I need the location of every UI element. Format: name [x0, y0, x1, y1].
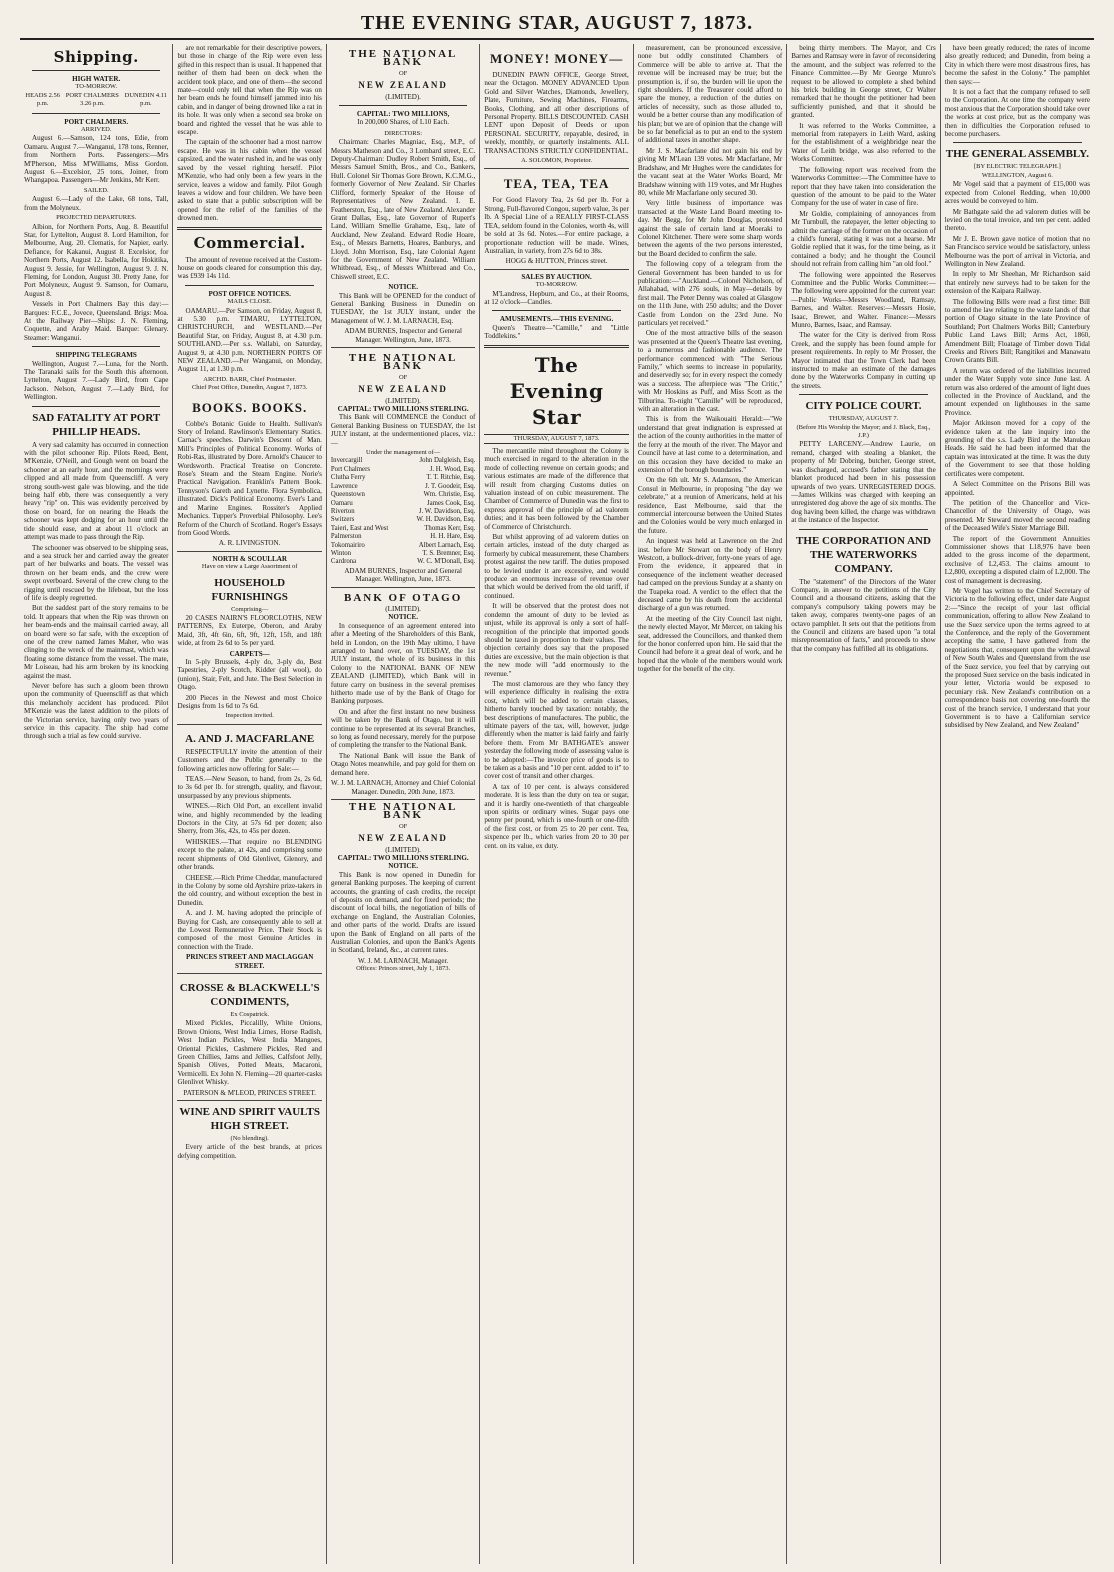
notice-signature: ADAM BURNES, Inspector and General Manager. Wellington, June, 1873.: [344, 327, 462, 344]
crosse-signature: PATERSON & M'LEOD, PRINCES STREET.: [183, 1088, 316, 1097]
agent-place: Port Chalmers: [330, 465, 370, 473]
bank-nz: NEW ZEALAND: [358, 384, 448, 395]
agent-manager: John Dalgleish, Esq.: [419, 457, 476, 465]
news-paragraph: Very little business of importance was transacted at the Waste Land Board meeting to-day. Mr Begg, for Mr John Douglas, protested against the sale of certain land at Moeraki to Colonel Kitchener. There were some sharp words between the agents of the two persons interested, but the Board decided to confirm the sale.: [637, 199, 783, 258]
directors-heading: DIRECTORS:: [384, 129, 423, 137]
port-heading: PORT CHALMERS.: [64, 117, 129, 126]
agent-row: [331, 466, 475, 474]
books-signature: A. R. LIVINGSTON.: [218, 539, 281, 548]
macfarlane-heading: A. AND J. MACFARLANE: [185, 732, 315, 745]
bank-capital: CAPITAL: TWO MILLIONS,: [356, 110, 450, 119]
bank-limited: (LIMITED).: [385, 396, 421, 405]
agents-signature: ADAM BURNES, Inspector and General Manager. Wellington, June, 1873.: [344, 566, 462, 584]
vessels-text: Vessels in Port Chalmers Bay this day:—Barques: F.C.E., Jovece, Queensland. Brigs: Moa. At the Railway Pier—Ships: J. N. Fleming, Coquette, and Araby Maid. Barque: Glenary. Steamer: Wanganui.: [24, 300, 169, 342]
agent-manager: W. C. M'Donall, Esq.: [417, 558, 476, 566]
fatality-paragraph: The schooner was observed to be shipping seas, and a sea struck her and carried away the greater part of her bulwarks and boats. The vessel was thrown on her beam ends, and the crew were swept overboard. Several of the crew clung to the rigging until rescued by the lifeboat, but the loss of life is deeply regretted.: [24, 543, 169, 602]
council-paragraph: The following were appointed the Reserves Committee and the Public Works Committee:—The following were appointed for the current year:—Public Works—Messrs Woodland, Ramsay, Barnes, and Walter. Reserves:—Messrs Hosie, Isaac, Brewer, and Walter. Finance:—Messrs Munro, Barnes, Isaac, and Ramsay.: [791, 270, 936, 329]
news-paragraph: Mr J. S. Macfarlane did not gain his end by giving Mr M'Lean 139 votes. Mr Macfarlane, Mr Bradshaw, and Mr Hughes were the candidates for the vacant seat at the Water Works Board, Mr Bradshaw winning with 119 votes, and Mr Hughes 80, while Mr Macfarlane only secured 30.: [637, 146, 783, 197]
agent-manager: T. T. Ritchie, Esq.: [426, 474, 476, 482]
assembly-heading: THE GENERAL ASSEMBLY.: [945, 148, 1089, 161]
article-continued: are not remarkable for their descriptive powers, but those in charge of the Rip were even less gifted in this respect than is usual. It happened that neither of them had been on deck when the accident took place, and one of them—the second mate—could only tell that when the Rip was on her beam ends he found himself jammed into his cabin, and in danger of being drowned like a rat in its hole. It was only when a second sea broke on board and righted the vessel that he was able to escape.: [177, 44, 322, 137]
leader-paragraph: The mercantile mind throughout the Colony is much exercised in regard to the alteration in the mode of collecting revenue on certain goods; and various estimates are made of the difference that will result from charging Customs duties on valuation instead of on cubic measurement. The Chamber of Commerce of Dunedin was the first to express approval of the principle of ad valorem duties; and it has been followed by the Chamber of Commerce of Christchurch.: [484, 446, 629, 531]
agent-manager: Albert Larnach, Esq.: [418, 541, 476, 549]
wine-sub: (No blending).: [230, 1135, 269, 1143]
assembly-paragraph: Mr J. E. Brown gave notice of motion that no San Francisco service would be satisfactory, unless Melbourne was the port of arrival in Victoria, and Wellington in New Zealand.: [944, 234, 1091, 268]
post-date: Chief Post Office, Dunedin, August 7, 1873.: [191, 384, 308, 392]
bank-limited: (LIMITED).: [385, 92, 421, 101]
agent-place: Palmerston: [330, 533, 362, 541]
assembly-sub: [BY ELECTRIC TELEGRAPH.]: [973, 163, 1061, 171]
tide-table: [24, 92, 168, 109]
sales-text: M'Landress, Hepburn, and Co., at their Rooms, at 12 o'clock—Candles.: [484, 289, 629, 306]
agent-row: [331, 525, 475, 533]
tea-ad: [484, 169, 628, 269]
sales-heading: SALES BY AUCTION.: [521, 272, 592, 281]
agent-manager: Wm. Christie, Esq.: [423, 491, 476, 499]
paper-title: The Evening Star: [509, 352, 604, 429]
books-list: Cobbe's Botanic Guide to Health. Sullivan's Story of Ireland. Rawlinson's Elementary Statics. Carnac's speeches. Darwin's Descent of Man. Mill's Principles of Political Economy. Works of Robi-Ras, illustrated by Dore. Arnold's Chaucer to Wordsworth. Practical Treatise on Concrete. Rose's Steam and the Steam Engine. Norie's Practical Navigation. Franklin's Pattern Book. Tennyson's Gareth and Lynette. Flora Symbolica, illustrated. Dick's Political Economy. Ever's Land and Marine Engines. Rossiter's Applied Mechanics. Tupper's Proverbial Philosophy. Lee's Reform of the Church of Scotland. Roger's Essays from Good Words.: [177, 419, 322, 537]
bank-of: OF: [398, 69, 408, 77]
otago-signature: W. J. M. LARNACH, Attorney and Chief Colonial Manager. Dunedin, 20th June, 1873.: [331, 779, 476, 796]
bank-shares: In 200,000 Shares, of L10 Each.: [357, 118, 450, 127]
macfarlane-teas: TEAS.—New Season, to hand, from 2s, 2s 6d, to 3s 6d per lb. for strength, quality, and flavour, unsurpassed by any previous shipments.: [177, 775, 322, 800]
telegrams-heading: SHIPPING TELEGRAMS: [55, 351, 137, 360]
agent-row: [331, 542, 475, 550]
news-paragraph: On the 6th ult. Mr S. Adamson, the American Consul in Melbourne, in proposing "the day we celebrate," at a reunion of Americans, held at his residence, East Melbourne, said that the commercial intercourse between the United States and the Colonies would be very much enlarged in the future.: [637, 476, 783, 535]
carpets-list: In 5-ply Brussels, 4-ply do, 3-ply do, Best Tapestries, 2-ply Scotch, Kidder (all wool), do (union), Stair, Felt, and Jute. The Best Selection in Otago.: [177, 657, 322, 692]
departures-text: Albion, for Northern Ports, Aug. 8. Beautiful Star, for Lyttelton, August 8. Lord Hamilton, for Melbourne, Aug. 20. Clematis, for Napier, early. Defiance, for Kakanui, August 8. Excelsior, for Northern Ports, August 12. Isabella, for Hokitika, August 9. Jessie, for Wellington, August 9. J. N. Fleming, for London, August 30. Pretty Jane, for Port Molyneux, August 9. Samson, for Oamaru, August 8.: [24, 222, 169, 298]
carpets-heading: CARPETS—: [229, 649, 270, 658]
mails-close-label: MAILS CLOSE.: [227, 298, 272, 306]
waterworks-continued: have been greatly reduced; the rates of income also greatly reduced; and Dunedin, from being a City in which there were most disastrous fires, has become the safest in the Colony." The pamphlet then says:—: [944, 44, 1091, 86]
bank-limited: (LIMITED).: [385, 845, 421, 854]
agent-row: [331, 508, 475, 516]
news-paragraph: One of the most attractive bills of the season was presented at the Queen's Theatre last evening, to a numerous and fashionable audience. The performance commenced with "The Serious Family," which seems to increase in popularity, and deservedly so; for in every respect the comedy was a success. The afterpiece was "The Critic," with Mr Hoskins as Puff, and Miss Scott as the Tilburina. To-night "Camille" will be reproduced, with an alteration in the cast.: [637, 329, 783, 414]
household-pre: Have on view a Large Assortment of: [201, 563, 298, 571]
news-paragraph: An inquest was held at Lawrence on the 2nd inst. before Mr Stewart on the body of Henry Westcott, a bullock-driver, forty-one years of age. From the evidence, it appeared that in consequence of the inclement weather deceased had camped on the previous Sunday at a shanty on the Tuapeka road. A verdict to the effect that the deceased came by his death from the accidental discharge of a gun was returned.: [637, 537, 783, 613]
tea-signature: HOGG & HUTTON, Princes street.: [505, 257, 608, 266]
notice-heading: NOTICE.: [388, 283, 419, 292]
agent-place: Tokomairiro: [330, 541, 365, 549]
macfarlane-wines: WINES.—Rich Old Port, an excellent invalid wine, and highly recommended by the leading Doctors in the City, at 57s 6d per dozen; also Sherry, from 36s, 42s, to 45s per dozen.: [177, 802, 322, 836]
police-court-heading: CITY POLICE COURT.: [805, 400, 922, 413]
books-heading: BOOKS. BOOKS.: [192, 399, 308, 415]
news-paragraph: At the meeting of the City Council last night, the newly elected Mayor, Mr Mercer, on taking his seat, addressed the Councillors, and thanked them for the honor conferred upon him. He said that the Council had before it a great deal of work, and he hoped that the whole of the members would work together for the benefit of the city.: [637, 614, 783, 674]
agent-manager: James Cook, Esq.: [427, 499, 476, 507]
household-text: 20 CASES NAIRN'S FLOORCLOTHS, NEW PATTERNS, Ex Euterpe, Oberon, and Araby Maid, 3ft, 4ft 6in, 6ft, 9ft, 12ft, 15ft, and 18ft wide, at from 2s 6d to 5s per yard.: [177, 613, 322, 648]
agent-place: Lawrence: [330, 482, 358, 490]
assembly-paragraph: Major Atkinson moved for a copy of the evidence taken at the late inquiry into the grounding of the s.s. Lady Bird at the Manukau Heads. He said he had been informed that the captain was intoxicated at the time. It was the duty of the Government to see that those holding certificates were competent.: [944, 419, 1091, 478]
notice-signature: W. J. M. LARNACH, Manager.: [358, 956, 449, 965]
tea-text: For Good Flavory Tea, 2s 6d per lb. For a Strong, Full-flavored Congou, superb value, 3s per lb. A Special Line of a REALLY FIRST-CLASS TEA, seldom found in the Colonies, worth 4s, will be sold at 3s 6d. Notes.—For entire package, a proportionate reduction will be made. Wines, Australian, in variety, from 27s 6d to 38s.: [484, 196, 629, 255]
otago-text: On and after the first instant no new business will be taken by the Bank of Otago, but it will continue to be represented at its several Branches, so long as found necessary, merely for the purpose of completing the transfer to the National Bank.: [330, 707, 476, 750]
police-court-text: PETTY LARCENY.—Andrew Laurie, on remand, charged with stealing a blanket, the property of Mr Dobring, butcher, George street, was discharged, accused's father stating that the blanket produced had been in his possession upwards of two years. UNREGISTERED DOGS.—James Wilkins was charged with keeping an unregistered dog above the age of six months. The dog having been killed, the charge was withdrawn at the instance of the Inspector.: [791, 440, 936, 525]
offices-text: Offices: Princes street, July 1, 1873.: [356, 965, 451, 973]
agent-place: Switzers: [330, 516, 355, 524]
agent-row: [331, 483, 475, 491]
agent-row: [331, 558, 475, 566]
news-paragraph: The following copy of a telegram from the General Government has been handed to us for publication:—"Auckland.—Colonel Nicholson, of Allahabad, with 276 souls, in May—details by first mail. The Peter Denny was coaled at Glasgow on the 11th June, with 250 adults; and the Dover Castle from London on the 23rd June. No particulars yet received.": [637, 260, 783, 327]
assembly-paragraph: The following Bills were read a first time: Bill to amend the law relating to the waste lands of that portion of Otago situate in the late Province of Southland; Port Chalmers Works Bill; Canterbury Public Land Laws Bill; Arms Act, 1860, Amendment Bill; Floatage of Timber down Tidal Creeks and Rivers Bill; Rangitikei and Manawatu Crown Grants Bill.: [944, 297, 1091, 365]
council-paragraph: The following report was received from the Waterworks Committee:—The Committee have to report that they have taken into consideration the question of the amount to be paid to the Water Company for the use of water in case of fire.: [791, 165, 936, 208]
otago-title: BANK OF OTAGO: [343, 591, 463, 604]
tea-heading: TEA, TEA, TEA: [503, 176, 610, 192]
agent-place: Invercargill: [330, 457, 363, 465]
commercial-text: The amount of revenue received at the Custom-house on goods cleared for consumption this day, was £939 14s 11d.: [177, 255, 322, 281]
otago-text: In consequence of an agreement entered into after a Meeting of the Shareholders of this Bank, held in London, on the 19th May ultimo, I have arranged to hand over, on TUESDAY, the 1st JULY instant, the whole of its business in this Colony to the NATIONAL BANK OF NEW ZEALAND (LIMITED), which Bank will in future carry on business in the several premises hitherto made use of by the Bank of Otago for Banking purposes.: [330, 621, 476, 706]
bank-title: THE NATIONAL BANK: [348, 800, 458, 822]
divider: [185, 285, 313, 286]
agent-row: [331, 533, 475, 541]
assembly-paragraph: Mr Vogel has written to the Chief Secretary of Victoria to the following effect, under date August 2:—"Since the receipt of your last official communication, offering to allow New Zealand to use the Suez service upon the terms agreed to at the Conference, and the reply of the Government accepting the same, I have gathered from the negotiations that, consequent upon the withdrawal of New South Wales and Queensland from the use of the Suez service, you feel that by carrying out the proposed Suez service on the basis indicated in your letter, Victoria would be exposed to pecuniary risk. New Zealand's contribution on a correspondence basis not covering one-fourth the cost of the branch service, I understand that your Government is to have a Californian service subsidised by New Zealand, and New Zealand": [944, 586, 1091, 730]
council-paragraph: being thirty members. The Mayor, and Crs Barnes and Ramsay were in favor of reconsidering the amount, and the subject was referred to the Finance Committee.—By Mr George Munro's request to be allowed to complete a shed behind his brick building in George street, Cr Walter remarked that he thought the petitioner had been sufficiently punished, and that it should be granted.: [791, 44, 936, 120]
agent-place: Riverton: [330, 507, 355, 515]
leader-paragraph: The most clamorous are they who fancy they will experience difficulty in realising the extra cost, which will be added to certain classes, hitherto barely touched by taxation: notably, the best descriptions of manufactures. The public, the ultimate payers of the tax, will, however, judge differently when the matter is laid fairly and fairly before them. From Mr BATHGATE's answer yesterday the following mode of assessing value is to be adopted:—The invoice price of goods is to be taken as a basis and "10 per cent. added to it" to cover cost of transit and other charges.: [484, 679, 629, 781]
bank-of: OF: [398, 822, 408, 830]
macfarlane-intro: RESPECTFULLY invite the attention of their Customers and the Public generally to the following articles now offering for Sale:—: [177, 747, 322, 773]
divider: [32, 113, 160, 114]
amusements-heading: AMUSEMENTS.—THIS EVENING.: [499, 315, 614, 324]
assembly-paragraph: A Select Committee on the Prisons Bill was appointed.: [944, 480, 1091, 497]
tide-heads: HEADS 2.56 p.m.: [25, 91, 61, 108]
article-paragraph: The captain of the schooner had a most narrow escape. He was in his cabin when the vessel capsized, and the water rushed in, and he was only saved by the vessel righting herself. Pilot M'Kenzie, who had only been a few years in the service, leaves a widow and family. Pilot Gough leaves a widow and four children. We have been asked to state that a public subscription will be opened for the relief of the families of the drowned men.: [177, 138, 322, 223]
agent-row: [331, 500, 475, 508]
bank-title: THE NATIONAL BANK: [348, 48, 458, 69]
bank-of-otago-ad: [331, 588, 475, 800]
books-ad: [177, 393, 321, 552]
sailings-text: August 6.—Lady of the Lake, 68 tons, Tall, from the Molyneux.: [24, 195, 169, 212]
arrived-label: ARRIVED.: [80, 126, 112, 134]
household-ad: [177, 552, 321, 725]
household-firm: NORTH & SCOULLAR: [212, 554, 287, 563]
shipping-heading: Shipping.: [53, 48, 139, 66]
agent-place: Winton: [330, 549, 352, 557]
macfarlane-address: PRINCES STREET AND MACLAGGAN STREET.: [185, 953, 314, 970]
waterworks-text: The "statement" of the Directors of the Water Company, in answer to the petitions of the City Council and a thousand citizens, asking that the company's compulsory taking powers may be taken away, compares twenty-one pages of an octavo pamphlet. It sets out that the petitions from the Council and citizens are based upon "a total misrepresentation of facts," and proceeds to show that the company has fulfilled all its obligations.: [791, 577, 936, 653]
agent-manager: H. H. Hare, Esq.: [430, 533, 476, 541]
agent-place: Queenstown: [330, 491, 365, 499]
commence-text: This Bank will COMMENCE the Conduct of General Banking Business on TUESDAY, the 1st JULY instant, at the undermentioned places, viz.:—: [330, 413, 476, 447]
sailed-label: SAILED.: [83, 186, 109, 194]
crosse-ad: [177, 974, 321, 1101]
money-text: DUNEDIN PAWN OFFICE, George Street, near the Octagon. MONEY ADVANCED Upon Gold and Silver Watches, Diamonds, Jewellery, Plate, Furniture, Sewing Machines, Firearms, Books, Clothing, and all other descriptions of Personal Property. BILLS DISCOUNTED. CASH LENT upon Deposit of Deeds or upon PERSONAL SECURITY, repayable, desired, in weekly, monthly, or quarterly instalments. ALL TRANSACTIONS STRICTLY CONFIDENTIAL.: [484, 71, 629, 155]
assembly-paragraph: In reply to Mr Sheehan, Mr Richardson said that entirely new surveys had to be taken for the extension of the Kaipara Railway.: [944, 270, 1091, 296]
agent-place: Clutha Ferry: [330, 474, 366, 482]
agents-heading: Under the management of—: [366, 449, 441, 457]
agent-row: [331, 474, 475, 482]
fatality-heading: SAD FATALITY AT PORT PHILLIP HEADS.: [32, 411, 161, 438]
agent-manager: J. T. Goodeir, Esq.: [425, 482, 476, 490]
column-2: [173, 44, 326, 1564]
divider: [484, 345, 628, 348]
crosse-list: Mixed Pickles, Piccalilly, White Onions, Brown Onions, West India Limes, Horse Radish, West Indian Pickles, West India Mangoes, Oriental Pickles, Cashmere Pickles, Red and Green Chillies, Jams and Jellies, Calfsfoot Jelly, Spanish Olives, Potted Meats, Macaroni, Vermicelli. Ex John N. Fleming—20 quarter-casks Glenlivet Whisky.: [177, 1019, 322, 1087]
bank-capital: CAPITAL: TWO MILLIONS STERLING.: [337, 405, 469, 414]
agent-row: [331, 516, 475, 524]
column-6: [787, 44, 940, 1564]
otago-limited: (LIMITED).: [385, 604, 421, 613]
bank-nz: NEW ZEALAND: [358, 80, 448, 91]
macfarlane-close: A. and J. M. having adopted the principle of Buying for Cash, are consequently able to sell at the Lowest Remunerative Price. Their Stock is composed of the most Genuine Articles in connection with the Trade.: [177, 909, 322, 951]
agent-manager: Thomas Kerr, Esq.: [424, 524, 476, 532]
bank-title: THE NATIONAL BANK: [348, 352, 458, 373]
sales-sub: TO-MORROW.: [535, 281, 578, 289]
commercial-heading: Commercial.: [193, 233, 306, 252]
divider: [32, 346, 160, 347]
telegrams-text: Wellington, August 7.—Luna, for the North. The Taranaki sails for the South this afternoon. Lyttelton, August 7.—Lady Bird, from Cape Jackson. Nelson, August 7.—Lady Bird, for Wellington.: [24, 359, 169, 402]
waterworks-heading: THE CORPORATION AND THE WATERWORKS COMPANY.: [796, 534, 931, 575]
leader-paragraph: It will be observed that the protest does not condemn the amount of duty to be levied as unjust, while its approval is only a sort of half-recognition of the principle that imported goods should be taxed in proportion to their values. The objection certainly does say that the proposed duties are excessive, but the main objection is that the new mode will "add enormously to the revenue.": [484, 602, 629, 678]
column-7: [941, 44, 1094, 1564]
assembly-paragraph: A return was ordered of the liabilities incurred under the Water Supply vote since June last. A return was also ordered of the amount of light dues collected in the Province of Auckland, and the amount expended on lighthouses in the same Province.: [944, 366, 1091, 417]
tide-dunedin: DUNEDIN 4.11 p.m.: [124, 91, 168, 108]
arrivals-text: August 6.—Samson, 124 tons, Edie, from Oamaru. August 7.—Wanganui, 178 tons, Renner, from Northern Ports. Passengers:—Mrs M'Pherson, Miss M'Williams, Miss Gordon. August 6.—Excelsior, 25 tons, Joiner, from Whangapoa. Passengers—Mr Jenkins, Mr Kerr.: [24, 134, 169, 185]
news-paragraph: measurement, can be pronounced excessive, none but oddly constituted Chambers of Commerce will be able to arrive at. That the revenue will be increased may be true; but the presumption is, if so, the burden will lie upon the right shoulders. If the Treasurer could afford to spare the money, a reduction of the duties on articles of necessity, such as those alluded to, would be a better course than any modification of his plan; but we are of opinion that the change will be so far beneficial as to put an end to the system of additional taxes in another shape.: [637, 44, 783, 145]
leader-paragraph: But whilst approving of ad valorem duties on certain articles, instead of the duty charged as formerly by cubical measurement, these Chambers protest against the new tariff. The duties proposed to be levied under it are excessive, and would produce an enormous increase of revenue over that which would be derived from the old tariff, if continued.: [484, 533, 629, 600]
divider: [177, 227, 321, 230]
amusements-text: Queen's Theatre—"Camille," and "Little Toddlekins.": [484, 323, 629, 341]
divider: [953, 142, 1082, 143]
columns: [20, 44, 1094, 1564]
macfarlane-whiskies: WHISKIES.—That require no BLENDING except to the palate, at 42s, and comprising some recent shipments of Old Glenlivet, Glenory, and other brands.: [177, 837, 322, 872]
fatality-paragraph: Never before has such a gloom been thrown upon the community of Queenscliff as that which this melancholy accident has produced. Pilot M'Kenzie was the latest addition to the pilots of the Victorian service, having only two years of service in this capacity. The ship had come through such a trial as few could survive.: [24, 682, 169, 741]
tide-port-chalmers: PORT CHALMERS 3.26 p.m.: [65, 91, 119, 108]
tomorrow-label: TO-MORROW.: [75, 83, 118, 91]
notice-text: This Bank is now opened in Dunedin for general Banking purposes. The keeping of current accounts, the granting of cash credits, the receipt of deposits on demand, and for fixed periods; the discount of local bills, the negotiation of bills of exchange on England, the Australian Colonies, and other parts of the world. Drafts are issued upon the Bank of England on all parts of the Australian Colonies, and upon the Bank's Agents in Scotland, Ireland, &c., at current rates.: [330, 870, 476, 955]
directors-list: Chairman: Charles Magniac, Esq., M.P., of Messrs Matheson and Co., 3 Lombard street, E.C. Deputy-Chairman: Dudley Robert Smith, Esq., of Messrs Samuel Smith, Bros., and Co., Bankers, Hull. Colonel Sir Thomas Gore Brown, K.C.M.G., formerly Governor of New Zealand. Sir Charles Clifford, formerly Speaker of the House of Representatives of New Zealand. I. E. Featherston, Esq., late of New Zealand. Alexander Grant Dallas, Esq., late Governor of Rupert's Land. William Smellie Grahame, Esq., late of Auckland, New Zealand. Edward Rodie Hoare, Esq., of Messrs Barnetts, Hoares, Banburys, and Lloyd. John Morrison, Esq., late Colonial Agent for the Government of New Zealand. William Whitbread, Esq., of Messrs Whitbread and Co., Chiswell street, E.C.: [330, 138, 476, 281]
bank-of: OF: [398, 373, 408, 381]
assembly-paragraph: Mr Bathgate said the ad valorem duties will be levied on the total invoice, and ten per cent. added thereto.: [944, 207, 1091, 233]
otago-notice: NOTICE.: [388, 613, 419, 622]
departures-heading: PROJECTED DEPARTURES.: [56, 214, 137, 222]
wine-ad: [177, 1105, 321, 1160]
post-office-text: OAMARU.—Per Samson, on Friday, August 8, at 5.30 p.m. TIMARU, LYTTELTON, CHRISTCHURCH, and WESTLAND.—Per Beautiful Star, on Friday, August 8, at 4.30 p.m. SOUTHLAND.—Per s.s. Wallabi, on Saturday, August 9, at 4.30 p.m. NORTHERN PORTS OF NEW ZEALAND.—Per Wanganui, on Monday, August 11, at 1.30 p.m.: [177, 306, 322, 374]
divider: [339, 105, 467, 106]
assembly-paragraph: The report of the Government Annuities Commissioner shows that L18,976 have been added to the gross income of the department, exclusive of L2,453. The claims amount to L2,800, excepting a disputed claim of L2,000. The cost of management is decreasing.: [944, 534, 1091, 585]
household-heading: HOUSEHOLD FURNISHINGS: [211, 576, 288, 603]
news-paragraph: This is from the Waikouaiti Herald:—"We understand that great indignation is expressed at the action of the county authorities in the matter of the ferry at the mouth of the river. The Mayor and Council have at last come to a determination, and on this occasion they have decided to make an extension of the borough boundaries.": [637, 415, 783, 474]
money-signature: A. SOLOMON, Proprietor.: [521, 157, 593, 165]
national-bank-ad-3: [330, 800, 476, 974]
otago-text: The National Bank will issue the Bank of Otago Notes meanwhile, and pay gold for them on demand here.: [330, 751, 476, 777]
fatality-paragraph: A very sad calamity has occurred in connection with the pilot schooner Rip. Pilots Reed, Bent, M'Kenzie, O'Neill, and Gough went on board the schooner at an early hour, and the mornings were clipped and all made from Queenscliff. A very strong south-west gale was blowing, and the tide being half ebb, there was consequently a very heavy "rip" on. This was evidently perceived by those on board, for on nearing the Heads the schooner was kept dodging for an hour until the tide should ease, and at about 11 o'clock an attempt was made to pass through the Rip.: [24, 440, 169, 542]
national-bank-ad-2: [331, 348, 475, 588]
fatality-paragraph: But the saddest part of the story remains to be told. It appears that when the Rip was thrown on her beam-ends and the mainsail carried away, all on board were so far safe, with the exception of one of the crew named James Maher, who was clinging to the wreck of the mainmast, which was floating some distance from the vessel. The mate, Mr Loiseau, had his arm broken by its knocking against the mast.: [24, 604, 169, 680]
police-court-date: THURSDAY, AUGUST 7.: [828, 415, 899, 423]
divider: [32, 406, 160, 407]
agent-place: Taieri, East and West: [330, 524, 389, 532]
council-paragraph: Mr Goldie, complaining of annoyances from Mr Turnbull, the ratepayer, the letter objecting to admit the carriage of the former on the occasion of a child's funeral, stating it was not a hearse. Mr Goldie replied that it was, for the time being, as it contained a body; and he thought the Council should not refrain from calling him "an old fool.": [791, 209, 936, 269]
agent-row: [331, 491, 475, 499]
pawn-office-ad: [484, 44, 628, 169]
agents-table: [331, 457, 475, 566]
council-paragraph: It was referred to the Works Committee, a memorial from ratepayers in Leith Ward, asking for the establishment of a weighbridge near the Water of Leith bridge, was also referred to the Works Committee.: [791, 121, 936, 164]
assembly-paragraph: The petition of the Chancellor and Vice-Chancellor of the University of Otago, was presented. Mr Steward moved the second reading of the Deceased Wife's Sister Marriage Bill.: [944, 498, 1091, 533]
crosse-heading: CROSSE & BLACKWELL'S CONDIMENTS,: [179, 981, 320, 1008]
issue-date: THURSDAY, AUGUST 7, 1873.: [484, 434, 628, 444]
agent-manager: J. W. Davidson, Esq.: [418, 507, 476, 515]
post-signature: ARCHD. BARR, Chief Postmaster.: [203, 375, 297, 383]
assembly-paragraph: Mr Vogel said that a payment of £15,000 was expected from Colonel Redding, when 10,000 acres would be conveyed to him.: [944, 180, 1091, 206]
post-office-heading: POST OFFICE NOTICES.: [208, 289, 291, 298]
wine-heading: WINE AND SPIRIT VAULTS HIGH STREET.: [179, 1106, 320, 1133]
carpets-note: 200 Pieces in the Newest and most Choice Designs from 1s 6d to 7s 6d.: [177, 693, 322, 710]
leader-paragraph: A tax of 10 per cent. is always considered moderate. It is less than the duty on tea or sugar, and it is hardly one-twentieth of that chargeable upon spirits or ordinary wines. Sugar pays one penny per pound, which is one-fourth or one-fifth of the first cost, or from 25 to 20 per cent. Tea, sixpence per lb., which varies from 20 to 30 per cent. on its value, ex duty.: [484, 782, 629, 850]
council-paragraph: The water for the City is derived from Ross Creek, and the supply has been found ample for present requirements. In reply to Mr Prosser, the Mayor intimated that the Town Clerk had been instructed to make an estimate of the damages done by the Waterworks Company in cutting up the streets.: [791, 331, 936, 390]
high-water-heading: HIGH WATER.: [72, 75, 121, 83]
divider: [492, 310, 620, 311]
assembly-dateline: WELLINGTON, August 6.: [981, 171, 1053, 179]
column-5: [634, 44, 787, 1564]
notice-text: This Bank will be OPENED for the conduct of General Banking Business in Dunedin on TUESDAY, the 1st JULY instant, under the Management of W. J. M. LARNACH, Esq.: [330, 291, 476, 325]
divider: [32, 70, 160, 71]
agent-place: Oamaru: [330, 499, 353, 507]
column-4: [480, 44, 633, 1564]
macfarlane-cheese: CHEESE.—Rich Prime Cheddar, manufactured in the Colony by some old Ayrshire prize-takers in the old country, and without exception the best in Dunedin.: [177, 873, 322, 907]
column-3: [327, 44, 480, 1564]
agent-row: [331, 457, 475, 465]
agent-row: [331, 550, 475, 558]
agent-manager: W. H. Davidson, Esq.: [416, 516, 476, 524]
inspection-text: Inspection invited.: [225, 712, 274, 720]
macfarlane-ad: [177, 725, 321, 974]
notice-heading: NOTICE.: [388, 862, 419, 871]
agent-place: Cardrona: [330, 558, 357, 566]
divider: [799, 529, 927, 530]
wine-text: Every article of the best brands, at prices defying competition.: [177, 1143, 322, 1160]
national-bank-ad-1: [331, 44, 475, 348]
household-sub: Comprising—: [231, 605, 269, 613]
divider: [799, 394, 927, 395]
agent-manager: J. H. Wood, Esq.: [429, 465, 476, 473]
agent-manager: T. S. Bremner, Esq.: [422, 549, 476, 557]
bank-capital: CAPITAL: TWO MILLIONS STERLING.: [337, 853, 469, 862]
masthead: THE EVENING STAR, AUGUST 7, 1873.: [20, 8, 1094, 40]
waterworks-continued: It is not a fact that the company refused to sell to the Corporation. At one time the company were most anxious that the Corporation should take over the works at cost price, but as the company was then in difficulties the Corporation refused to become purchasers.: [944, 88, 1091, 139]
column-1: [20, 44, 173, 1564]
money-heading: MONEY! MONEY—: [489, 51, 624, 66]
bank-nz: NEW ZEALAND: [358, 833, 448, 844]
police-court-bench: (Before His Worship the Mayor; and J. Black, Esq., J.P.): [796, 423, 931, 440]
crosse-sub: Ex Cospatrick.: [230, 1010, 269, 1018]
